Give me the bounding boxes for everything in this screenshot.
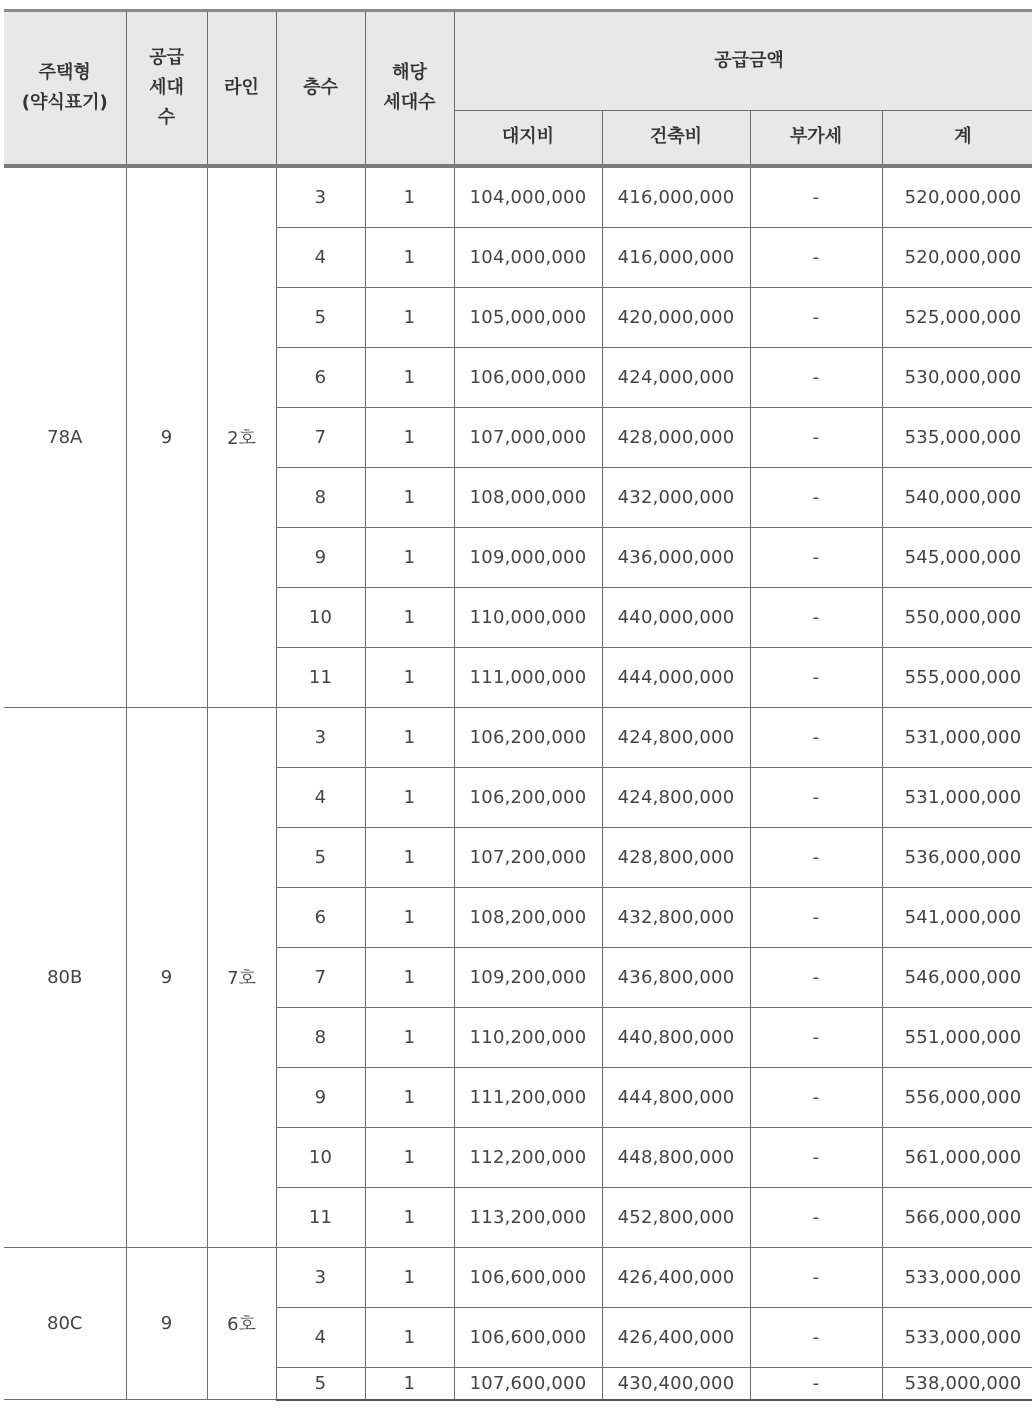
line-cell: 2호 — [207, 166, 276, 708]
land-cell: 108,000,000 — [454, 467, 602, 527]
total-cell: 550,000,000 — [882, 587, 1032, 647]
floor-cell: 7 — [276, 947, 365, 1007]
header-line: 라인 — [207, 11, 276, 166]
type-cell: 78A — [4, 166, 126, 708]
line-cell: 7호 — [207, 707, 276, 1247]
type-cell: 80C — [4, 1247, 126, 1400]
building-cell: 426,400,000 — [602, 1247, 750, 1307]
land-cell: 108,200,000 — [454, 887, 602, 947]
building-cell: 448,800,000 — [602, 1127, 750, 1187]
units-cell: 1 — [365, 887, 454, 947]
land-cell: 106,600,000 — [454, 1307, 602, 1367]
vat-cell: - — [750, 587, 882, 647]
total-cell: 555,000,000 — [882, 647, 1032, 707]
vat-cell: - — [750, 227, 882, 287]
land-cell: 111,000,000 — [454, 647, 602, 707]
building-cell: 430,400,000 — [602, 1367, 750, 1400]
units-cell: 1 — [365, 587, 454, 647]
floor-cell: 11 — [276, 1187, 365, 1247]
table-row — [4, 707, 1032, 767]
floor-cell: 8 — [276, 467, 365, 527]
land-cell: 110,000,000 — [454, 587, 602, 647]
units-cell: 1 — [365, 407, 454, 467]
land-cell: 111,200,000 — [454, 1067, 602, 1127]
building-cell: 436,000,000 — [602, 527, 750, 587]
header-vat: 부가세 — [750, 111, 882, 166]
land-cell: 107,600,000 — [454, 1367, 602, 1400]
header-floor: 층수 — [276, 11, 365, 166]
land-cell: 106,200,000 — [454, 707, 602, 767]
land-cell: 107,000,000 — [454, 407, 602, 467]
floor-cell: 6 — [276, 347, 365, 407]
units-cell: 1 — [365, 227, 454, 287]
vat-cell: - — [750, 947, 882, 1007]
header-type: 주택형 (약식표기) — [4, 11, 126, 166]
floor-cell: 8 — [276, 1007, 365, 1067]
units-cell: 1 — [365, 166, 454, 228]
total-cell: 540,000,000 — [882, 467, 1032, 527]
total-cell: 538,000,000 — [882, 1367, 1032, 1400]
vat-cell: - — [750, 467, 882, 527]
header-supply-units: 공급 세대 수 — [126, 11, 207, 166]
land-cell: 106,200,000 — [454, 767, 602, 827]
table-row — [4, 1247, 1032, 1307]
total-cell: 525,000,000 — [882, 287, 1032, 347]
floor-cell: 4 — [276, 767, 365, 827]
floor-cell: 7 — [276, 407, 365, 467]
building-cell: 428,000,000 — [602, 407, 750, 467]
vat-cell: - — [750, 527, 882, 587]
land-cell: 104,000,000 — [454, 227, 602, 287]
total-cell: 561,000,000 — [882, 1127, 1032, 1187]
units-cell: 1 — [365, 647, 454, 707]
land-cell: 113,200,000 — [454, 1187, 602, 1247]
header-land: 대지비 — [454, 111, 602, 166]
land-cell: 112,200,000 — [454, 1127, 602, 1187]
units-cell: 1 — [365, 1127, 454, 1187]
units-cell: 1 — [365, 527, 454, 587]
floor-cell: 4 — [276, 1307, 365, 1367]
total-cell: 556,000,000 — [882, 1067, 1032, 1127]
building-cell: 452,800,000 — [602, 1187, 750, 1247]
floor-cell: 4 — [276, 227, 365, 287]
supply-price-table — [4, 9, 1032, 1401]
header-total: 계 — [882, 111, 1032, 166]
total-cell: 533,000,000 — [882, 1307, 1032, 1367]
building-cell: 432,000,000 — [602, 467, 750, 527]
supply-units-cell: 9 — [126, 707, 207, 1247]
header-supply-price: 공급금액 — [454, 11, 1032, 111]
vat-cell: - — [750, 827, 882, 887]
units-cell: 1 — [365, 1307, 454, 1367]
vat-cell: - — [750, 1127, 882, 1187]
type-cell: 80B — [4, 707, 126, 1247]
floor-cell: 5 — [276, 827, 365, 887]
total-cell: 531,000,000 — [882, 767, 1032, 827]
units-cell: 1 — [365, 287, 454, 347]
vat-cell: - — [750, 287, 882, 347]
line-cell: 6호 — [207, 1247, 276, 1400]
vat-cell: - — [750, 1187, 882, 1247]
floor-cell: 5 — [276, 1367, 365, 1400]
vat-cell: - — [750, 647, 882, 707]
building-cell: 424,800,000 — [602, 767, 750, 827]
total-cell: 531,000,000 — [882, 707, 1032, 767]
building-cell: 444,800,000 — [602, 1067, 750, 1127]
building-cell: 444,000,000 — [602, 647, 750, 707]
land-cell: 104,000,000 — [454, 166, 602, 228]
vat-cell: - — [750, 887, 882, 947]
land-cell: 106,600,000 — [454, 1247, 602, 1307]
vat-cell: - — [750, 1307, 882, 1367]
header-units: 해당 세대수 — [365, 11, 454, 166]
building-cell: 428,800,000 — [602, 827, 750, 887]
total-cell: 536,000,000 — [882, 827, 1032, 887]
building-cell: 440,000,000 — [602, 587, 750, 647]
building-cell: 424,800,000 — [602, 707, 750, 767]
vat-cell: - — [750, 347, 882, 407]
total-cell: 541,000,000 — [882, 887, 1032, 947]
land-cell: 106,000,000 — [454, 347, 602, 407]
units-cell: 1 — [365, 707, 454, 767]
floor-cell: 6 — [276, 887, 365, 947]
land-cell: 109,000,000 — [454, 527, 602, 587]
building-cell: 416,000,000 — [602, 227, 750, 287]
floor-cell: 3 — [276, 1247, 365, 1307]
table-body — [4, 166, 1032, 1400]
units-cell: 1 — [365, 347, 454, 407]
vat-cell: - — [750, 1247, 882, 1307]
building-cell: 426,400,000 — [602, 1307, 750, 1367]
supply-units-cell: 9 — [126, 166, 207, 708]
units-cell: 1 — [365, 467, 454, 527]
total-cell: 566,000,000 — [882, 1187, 1032, 1247]
floor-cell: 3 — [276, 707, 365, 767]
units-cell: 1 — [365, 1247, 454, 1307]
floor-cell: 10 — [276, 1127, 365, 1187]
total-cell: 535,000,000 — [882, 407, 1032, 467]
land-cell: 107,200,000 — [454, 827, 602, 887]
building-cell: 416,000,000 — [602, 166, 750, 228]
supply-units-cell: 9 — [126, 1247, 207, 1400]
vat-cell: - — [750, 1007, 882, 1067]
building-cell: 440,800,000 — [602, 1007, 750, 1067]
vat-cell: - — [750, 407, 882, 467]
units-cell: 1 — [365, 1067, 454, 1127]
units-cell: 1 — [365, 1187, 454, 1247]
table-row — [4, 166, 1032, 228]
floor-cell: 9 — [276, 527, 365, 587]
floor-cell: 5 — [276, 287, 365, 347]
total-cell: 546,000,000 — [882, 947, 1032, 1007]
total-cell: 530,000,000 — [882, 347, 1032, 407]
units-cell: 1 — [365, 1367, 454, 1400]
building-cell: 436,800,000 — [602, 947, 750, 1007]
vat-cell: - — [750, 767, 882, 827]
total-cell: 520,000,000 — [882, 166, 1032, 228]
header-building: 건축비 — [602, 111, 750, 166]
building-cell: 424,000,000 — [602, 347, 750, 407]
vat-cell: - — [750, 166, 882, 228]
land-cell: 110,200,000 — [454, 1007, 602, 1067]
table-header — [4, 11, 1032, 166]
land-cell: 105,000,000 — [454, 287, 602, 347]
vat-cell: - — [750, 707, 882, 767]
floor-cell: 11 — [276, 647, 365, 707]
vat-cell: - — [750, 1067, 882, 1127]
vat-cell: - — [750, 1367, 882, 1400]
floor-cell: 3 — [276, 166, 365, 228]
units-cell: 1 — [365, 827, 454, 887]
total-cell: 520,000,000 — [882, 227, 1032, 287]
land-cell: 109,200,000 — [454, 947, 602, 1007]
units-cell: 1 — [365, 767, 454, 827]
units-cell: 1 — [365, 1007, 454, 1067]
total-cell: 551,000,000 — [882, 1007, 1032, 1067]
building-cell: 432,800,000 — [602, 887, 750, 947]
floor-cell: 9 — [276, 1067, 365, 1127]
building-cell: 420,000,000 — [602, 287, 750, 347]
units-cell: 1 — [365, 947, 454, 1007]
total-cell: 545,000,000 — [882, 527, 1032, 587]
total-cell: 533,000,000 — [882, 1247, 1032, 1307]
floor-cell: 10 — [276, 587, 365, 647]
